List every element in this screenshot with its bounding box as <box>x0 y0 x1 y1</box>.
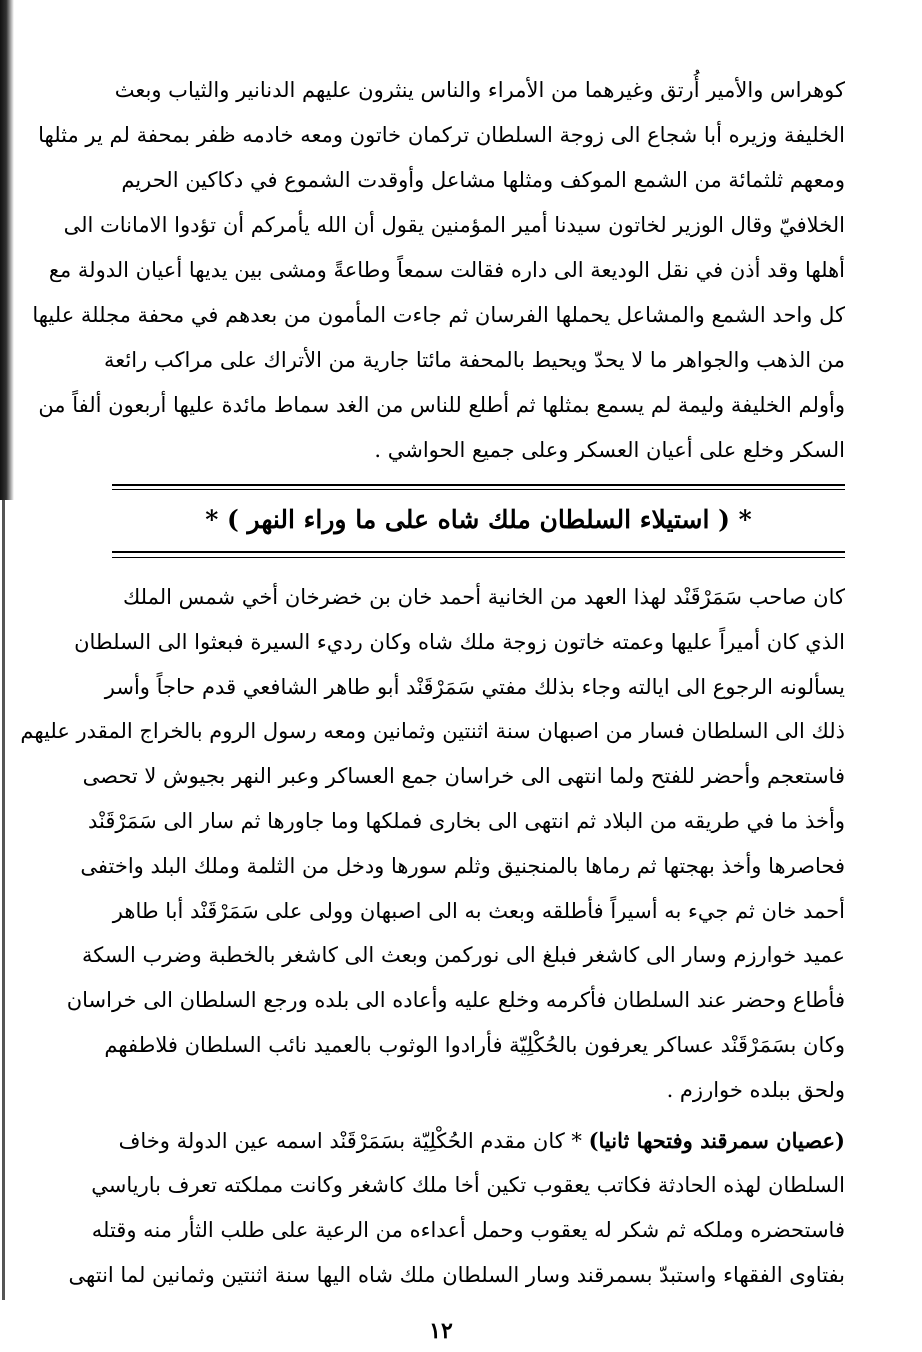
paragraph-line: ذلك الى السلطان فسار من اصبهان سنة اثنتين وثمانين ومعه رسول الروم بالخراج المقدر عليهم <box>20 719 845 744</box>
paragraph-line: السكر وخلع على أعيان العسكر وعلى جميع الحواشي . <box>374 438 845 462</box>
paragraph-line: أحمد خان ثم جيء به أسيراً فأطلقه وبعث به الى اصبهان وولى على سَمَرْقَنْد أبا طاهر <box>112 898 845 923</box>
paragraph-line: كل واحد الشمع والمشاعل يحملها الفرسان ثم جاءت المأمون من بعدهم في محفة مجللة عليها <box>32 303 845 327</box>
paragraph-line: أهلها وقد أذن في نقل الوديعة الى داره فقالت سمعاً وطاعةً ومشى بين يديها أعيان الدولة مع <box>48 258 845 282</box>
paragraph-line: السلطان لهذه الحادثة فكاتب يعقوب تكين أخا ملك كاشغر وكانت مملكته تعرف بارياسي <box>91 1173 845 1197</box>
inline-subheading: (عصيان سمرقند وفتحها ثانيا) <box>588 1128 845 1153</box>
paragraph-line: فأطاع وحضر عند السلطان فأكرمه وخلع عليه وأعاده الى بلده ورجع السلطان الى خراسان <box>66 988 845 1013</box>
paragraph-line: ولحق ببلده خوارزم . <box>666 1077 845 1102</box>
paragraph-line: فاستعجم وأحضر للفتح ولما انتهى الى خراسان جمع العساكر وعبر النهر بجيوش لا تحصى <box>82 764 845 789</box>
paragraph-line: كوهراس والأمير أُرتق وغيرهما من الأمراء والناس ينثرون عليهم الدنانير والثياب وبعث <box>114 78 845 102</box>
paragraph-line: الذي كان أميراً عليها وعمته خاتون زوجة ملك شاه وكان رديء السيرة فبعثوا الى السلطان <box>74 629 845 654</box>
heading-rule-bottom <box>112 551 845 553</box>
paragraph-line: يسألونه الرجوع الى ايالته وجاء بذلك مفتي سَمَرْقَنْد أبو طاهر الشافعي قدم حاجاً وأسر <box>104 674 845 699</box>
heading-rule-bottom-thin <box>112 557 845 558</box>
paragraph-text: * كان مقدم الحُكْلِيّة بسَمَرْقَنْد اسمه عين الدولة وخاف <box>118 1129 589 1153</box>
paragraph-line: وأولم الخليفة وليمة لم يسمع بمثلها ثم أطلع للناس من الغد سماط مائدة عليها أربعون ألفاً من <box>38 393 845 417</box>
paragraph-line: وكان بسَمَرْقَنْد عساكر يعرفون بالحُكْلِيّة فأرادوا الوثوب بالعميد نائب السلطان فلاطفهم <box>104 1032 845 1057</box>
paragraph-1 <box>32 68 845 473</box>
paragraph-line: الخلافيّ وقال الوزير لخاتون سيدنا أمير المؤمنين يقول أن الله يأمركم أن تؤدوا الامانات الى <box>63 213 845 237</box>
paragraph-line: كان صاحب سَمَرْقَنْد لهذا العهد من الخانية أحمد خان بن خضرخان أخي شمس الملك <box>122 585 845 609</box>
paragraph-2 <box>20 575 845 1113</box>
paragraph-line: وأخذ ما في طريقه من البلاد ثم انتهى الى بخارى فملكها وما جاورها ثم سار الى سَمَرْقَنْد <box>88 808 845 833</box>
paragraph-3 <box>68 1118 845 1298</box>
paragraph-line: فاستحضره وملكه ثم شكر له يعقوب وحمل أعداءه من الرعية على طلب الثأر منه وقتله <box>91 1218 845 1242</box>
page-number: ١٢ <box>429 1318 453 1344</box>
section-heading: * ( استيلاء السلطان ملك شاه على ما وراء النهر ) * <box>205 505 752 534</box>
paragraph-line: عميد خوارزم وسار الى كاشغر فبلغ الى نوركمن وبعث الى كاشغر بالخطبة وضرب السكة <box>81 943 845 968</box>
heading-rule-top-thin <box>112 489 845 490</box>
binding-edge <box>2 500 5 1300</box>
paragraph-line: ومعهم ثلثمائة من الشمع الموكف ومثلها مشاعل وأوقدت الشموع في دكاكين الحريم <box>121 168 845 192</box>
paragraph-line: من الذهب والجواهر ما لا يحدّ ويحيط بالمحفة مائتا جارية من الأتراك على مراكب رائعة <box>104 348 845 372</box>
binding-shadow <box>0 0 14 500</box>
paragraph-line: بفتاوى الفقهاء واستبدّ بسمرقند وسار السلطان ملك شاه اليها سنة اثنتين وثمانين لما انتهى <box>68 1263 845 1287</box>
heading-rule-top <box>112 484 845 486</box>
paragraph-line: الخليفة وزيره أبا شجاع الى زوجة السلطان تركمان خاتون ومعه خادمه ظفر بمحفة لم ير مثلها <box>38 123 845 147</box>
paragraph-line-with-subheading <box>115 1118 845 1163</box>
paragraph-line: فحاصرها وأخذ بهجتها ثم رماها بالمنجنيق وثلم سورها ودخل من الثلمة وملك البلد واختفى <box>80 853 845 878</box>
